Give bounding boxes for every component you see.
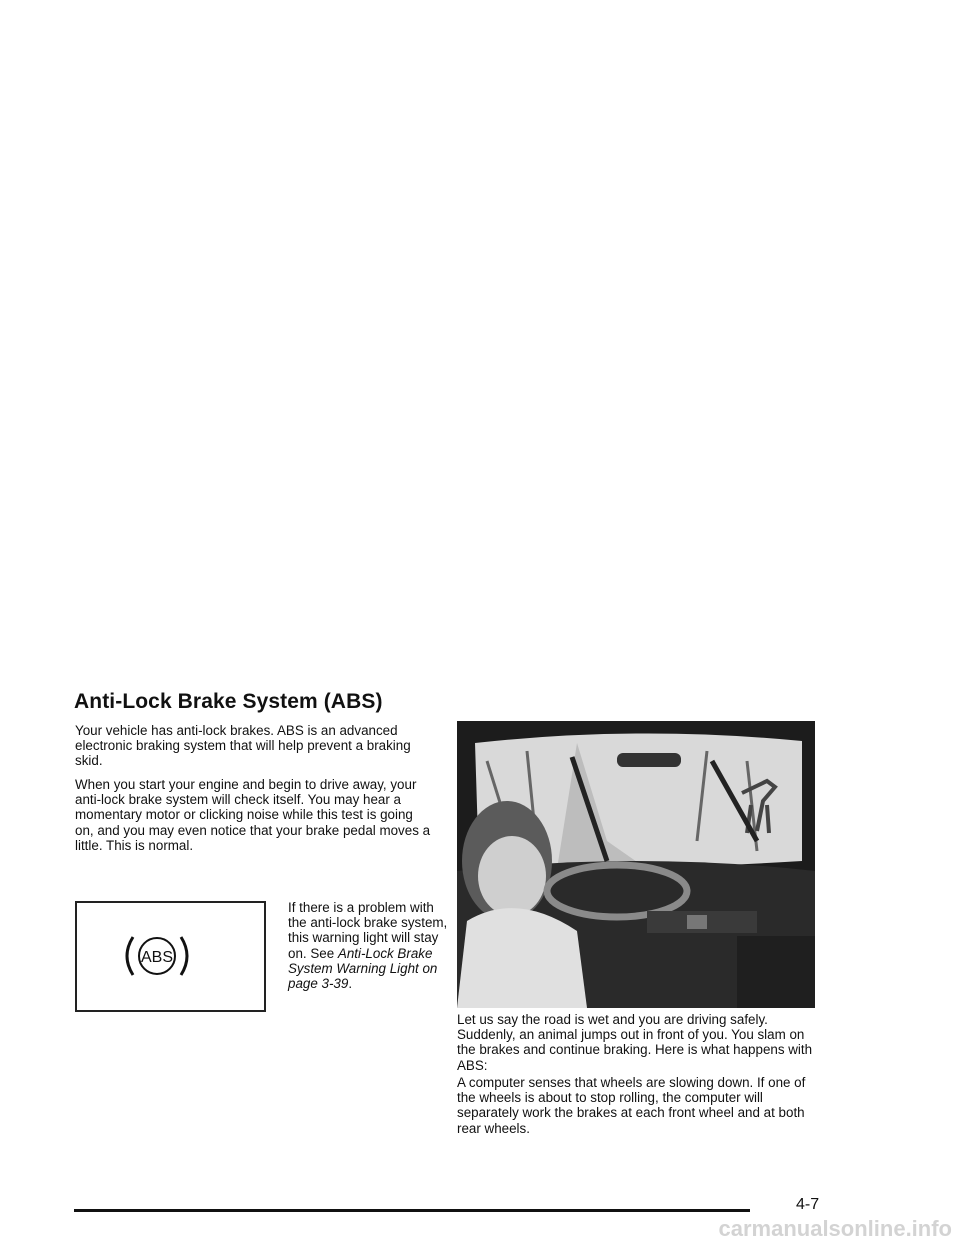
page-number: 4-7 [796,1196,820,1213]
warning-light-reference: Anti-Lock Brake System Warning Light on page 3-39 [288,945,438,992]
intro-paragraph: Your vehicle has anti-lock brakes. ABS is an advanced electronic braking system that will help prevent a braking skid. [75,723,411,769]
section-title: Anti-Lock Brake System (ABS) [74,690,383,713]
warning-paragraph-text: If there is a problem with the anti-lock brake system, this warning light will stay on. See [288,900,448,961]
site-watermark: carmanualsonline.info [718,1216,952,1241]
driver-windshield-deer-illustration [457,721,815,1008]
scenario-paragraph: Let us say the road is wet and you are driving safely. Suddenly, an animal jumps out in front of you. You slam on the brakes and continue braking. Here is what happens with ABS: [457,1012,813,1073]
abs-warning-light-box [75,901,266,1012]
abs-function-paragraph: A computer senses that wheels are slowing down. If one of the wheels is about to stop rolling, the computer will separately work the brakes at each front wheel and at both rear wheels. [457,1075,806,1136]
footer-divider [74,1209,750,1212]
abs-icon-label: ABS [140,949,174,966]
driving-scene-image [457,721,815,1008]
self-check-paragraph: When you start your engine and begin to drive away, your anti-lock brake system will check itself. You may hear a momentary motor or clicking noise while this test is going on, and you may even notice that your brake pedal moves a little. This is normal. [75,777,431,853]
warning-paragraph [288,900,448,991]
abs-warning-icon [121,931,193,981]
warning-paragraph-end: . [348,976,353,992]
